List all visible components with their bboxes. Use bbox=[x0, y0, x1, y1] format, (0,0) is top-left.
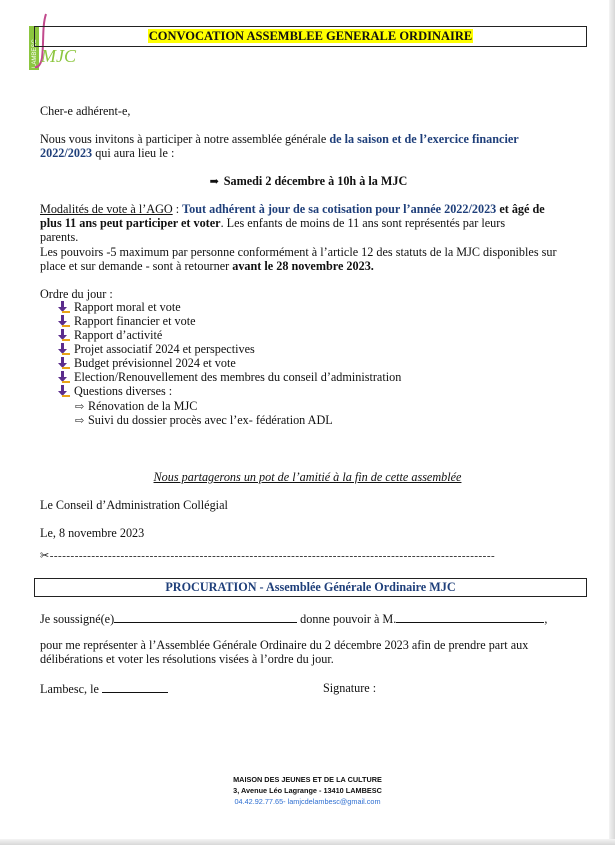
agenda-item-text: Questions diverses : bbox=[74, 384, 173, 398]
logo-lambesc-text: LAMBESC bbox=[32, 39, 38, 68]
procuration-body-1: pour me représenter à l’Assemblée Générale Ordinaire du 2 décembre 2023 afin de prendre part aux bbox=[40, 638, 529, 652]
modalites-vote: plus 11 ans peut participer et voter bbox=[40, 216, 221, 230]
right-arrow-icon: ⇨ bbox=[75, 401, 85, 413]
footer-name: MAISON DES JEUNES ET DE LA CULTURE bbox=[233, 775, 382, 784]
modalites-line-5 bbox=[40, 259, 374, 273]
right-arrow-icon: ➡ bbox=[209, 176, 219, 188]
modalites-children: . Les enfants de moins de 11 ans sont représentés par leurs bbox=[220, 216, 506, 230]
purple-arrow-bullet-icon bbox=[58, 315, 70, 327]
title-box bbox=[34, 26, 587, 47]
list-item bbox=[58, 384, 401, 398]
agenda-heading: Ordre du jour : bbox=[40, 287, 113, 301]
invite-emphasis: de la saison et de l’exercice financier bbox=[329, 132, 519, 146]
purple-arrow-bullet-icon bbox=[58, 329, 70, 341]
list-item bbox=[58, 342, 401, 356]
modalites-deadline: avant le 28 novembre 2023. bbox=[232, 259, 374, 273]
footer-address: 3, Avenue Léo Lagrange - 13410 LAMBESC bbox=[233, 786, 382, 795]
soussigne-label: Je soussigné(e) bbox=[40, 612, 115, 626]
purple-arrow-bullet-icon bbox=[58, 301, 70, 313]
cut-line-dashes: ----------------------------------------------------------------------------------------------------------- bbox=[49, 550, 496, 562]
pouvoir-label: donne pouvoir à M. bbox=[297, 612, 397, 626]
agenda-item-text: Election/Renouvellement des membres du conseil d’administration bbox=[74, 370, 402, 384]
list-item bbox=[58, 300, 401, 314]
purple-arrow-bullet-icon bbox=[58, 357, 70, 369]
date-blank-field[interactable] bbox=[102, 681, 168, 693]
date-signed: Le, 8 novembre 2023 bbox=[40, 526, 145, 540]
modalites-eligibility: Tout adhérent à jour de sa cotisation pour l’année 2022/2023 bbox=[182, 202, 497, 216]
pot-invitation: Nous partagerons un pot de l’amitié à la fin de cette assemblée bbox=[153, 470, 462, 484]
agenda-item-text: Rapport d’activité bbox=[74, 328, 163, 342]
agenda-item-text: Rapport moral et vote bbox=[74, 300, 181, 314]
page-title: CONVOCATION ASSEMBLEE GENERALE ORDINAIRE bbox=[148, 29, 473, 43]
modalites-line-2 bbox=[40, 216, 580, 230]
agenda-sub-item-text: Rénovation de la MJC bbox=[88, 399, 198, 413]
page-shadow-bottom bbox=[0, 839, 615, 845]
procuration-body-2: délibérations et voter les résolutions visées à l’ordre du jour. bbox=[40, 652, 334, 666]
signature-label: Signature : bbox=[323, 681, 377, 695]
procuration-lieu bbox=[40, 681, 168, 696]
right-arrow-icon: ⇨ bbox=[75, 415, 85, 427]
invite-text-2: qui aura lieu le : bbox=[92, 146, 175, 160]
modalites-label: Modalités de vote à l’AGO bbox=[40, 202, 173, 216]
purple-arrow-bullet-icon bbox=[58, 385, 70, 397]
proxy-name-blank-field[interactable] bbox=[396, 611, 544, 623]
logo-mjc-letters: MJC bbox=[41, 46, 76, 66]
invite-season: 2022/2023 bbox=[40, 146, 93, 160]
procuration-soussigne: Je soussigné(e) donne pouvoir à M. , bbox=[40, 612, 548, 626]
meeting-date bbox=[0, 174, 615, 189]
lieu-label: Lambesc, le bbox=[40, 682, 99, 696]
agenda-item-text: Projet associatif 2024 et perspectives bbox=[74, 342, 255, 356]
modalites-line-3: parents. bbox=[40, 230, 79, 244]
agenda-sub-list bbox=[75, 399, 333, 427]
footer-contact[interactable]: 04.42.92.77.65- lamjcdelambesc@gmail.com bbox=[234, 797, 381, 806]
agenda-list bbox=[58, 300, 401, 398]
modalites-age: et âgé de bbox=[496, 202, 545, 216]
list-item bbox=[75, 399, 333, 413]
procuration-box bbox=[34, 578, 587, 597]
list-item bbox=[58, 370, 401, 384]
invite-line-2 bbox=[40, 146, 174, 160]
modalites-line-4: Les pouvoirs -5 maximum par personne conformément à l’article 12 des statuts de la MJC disponibles sur bbox=[40, 245, 557, 259]
cut-line bbox=[40, 549, 496, 562]
greeting: Cher-e adhérent-e, bbox=[40, 104, 131, 118]
list-item bbox=[58, 356, 401, 370]
signatory: Le Conseil d’Administration Collégial bbox=[40, 498, 228, 512]
agenda-item-text: Budget prévisionnel 2024 et vote bbox=[74, 356, 236, 370]
agenda-sub-item-text: Suivi du dossier procès avec l’ex- fédération ADL bbox=[88, 413, 333, 427]
modalites-return: place et sur demande - sont à retourner bbox=[40, 259, 233, 273]
invite-line-1 bbox=[40, 132, 519, 146]
scissors-icon: ✂ bbox=[40, 550, 50, 562]
invite-text: Nous vous invitons à participer à notre assemblée générale bbox=[40, 132, 330, 146]
list-item bbox=[58, 314, 401, 328]
meeting-date-text: Samedi 2 décembre à 10h à la MJC bbox=[223, 174, 408, 188]
list-item bbox=[58, 328, 401, 342]
name-blank-field[interactable] bbox=[114, 611, 297, 623]
agenda-item-text: Rapport financier et vote bbox=[74, 314, 196, 328]
list-item bbox=[75, 413, 333, 427]
page-shadow-right bbox=[609, 0, 615, 845]
procuration-title: PROCURATION - Assemblée Générale Ordinaire MJC bbox=[165, 580, 456, 594]
purple-arrow-bullet-icon bbox=[58, 371, 70, 383]
purple-arrow-bullet-icon bbox=[58, 343, 70, 355]
modalites-colon: : bbox=[172, 202, 183, 216]
modalites-line-1 bbox=[40, 202, 545, 216]
